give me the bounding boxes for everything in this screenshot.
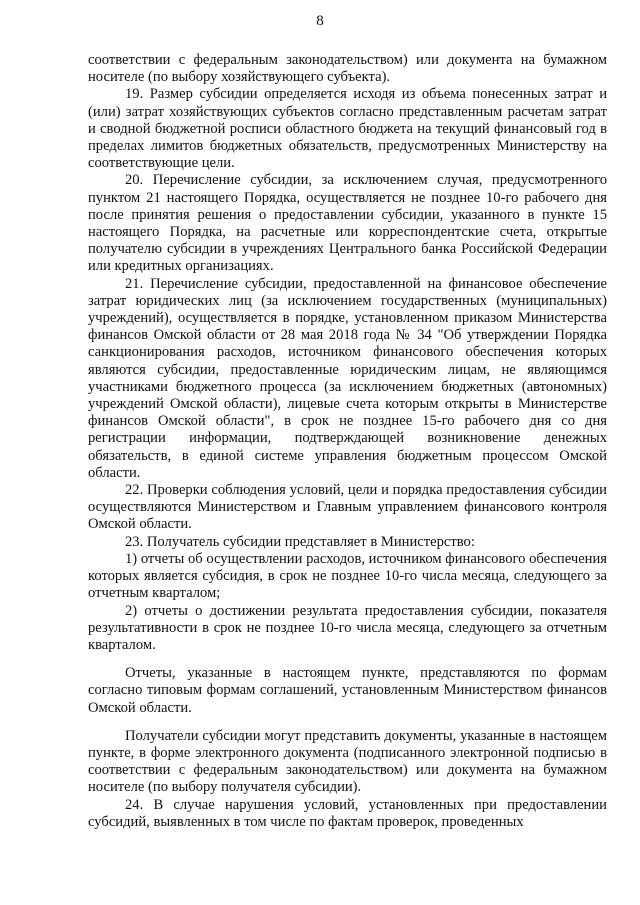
paragraph-item-24: 24. В случае нарушения условий, установленных при предоставлении субсидий, выявленных в том числе по фактам проверок, проведенных [88,796,607,830]
paragraph-item-20: 20. Перечисление субсидии, за исключением случая, предусмотренного пунктом 21 настоящего Порядка, осуществляется не позднее 10-го рабочего дня после принятия решения о предоставлении субсидии, указанного в пункте 15 настоящего Порядка, на расчетные или корреспондентские счета, открытые получателю субсидии в учреждениях Центрального банка Российской Федерации или кредитных организациях. [88,172,607,275]
paragraph-item-22: 22. Проверки соблюдения условий, цели и порядка предоставления субсидии осуществляются Министерством и Главным управлением финансового контроля Омской области. [88,482,607,533]
paragraph-item-19: 19. Размер субсидии определяется исходя из объема понесенных затрат и (или) затрат хозяйствующих субъектов согласно представленным расчетам затрат и сводной бюджетной росписи областного бюджета на текущий финансовый год в пределах лимитов бюджетных обязательств, предусмотренных Министерству на соответствующие цели. [88,86,607,172]
page-number: 8 [316,13,324,29]
paragraph-electronic-documents: Получатели субсидии могут представить документы, указанные в настоящем пункте, в форме электронного документа (подписанного электронной подписью в соответствии с федеральным законодательством) или документа на бумажном носителе (по выбору получателя субсидии). [88,727,607,796]
paragraph-item-23: 23. Получатель субсидии представляет в Министерство: [125,533,475,550]
document-body [88,52,607,831]
paragraph-reports-forms: Отчеты, указанные в настоящем пункте, представляются по формам согласно типовым формам соглашений, установленным Министерством финансов Омской области. [88,665,607,716]
paragraph-subitem-2: 2) отчеты о достижении результата предоставления субсидии, показателя результативности в срок не позднее 10-го числа месяца, следующего за отчетным кварталом. [88,602,607,653]
paragraph-subitem-1: 1) отчеты об осуществлении расходов, источником финансового обеспечения которых является субсидия, в срок не позднее 10-го числа месяца, следующего за отчетным кварталом; [88,550,607,602]
paragraph-continuation: соответствии с федеральным законодательством) или документа на бумажном носителе (по выбору хозяйствующего субъекта). [88,52,607,86]
paragraph-item-21: 21. Перечисление субсидии, предоставленной на финансовое обеспечение затрат юридических лиц (за исключением государственных (муниципальных) учреждений), осуществляется в порядке, установленном приказом Министерства финансов Омской области от 28 мая 2018 года № 34 "Об утверждении Порядка санкционирования расходов, источником финансового обеспечения которых являются субсидии, предоставленные юридическим лицам, не являющимся участниками бюджетного процесса (за исключением бюджетных (автономных) учреждений Омской области), лицевые счета которым открыты в Министерстве финансов Омской области", в срок не позднее 15-го рабочего дня со дня регистрации информации, подтверждающей возникновение денежных обязательств, в единой системе управления бюджетным процессом Омской области. [88,275,607,481]
